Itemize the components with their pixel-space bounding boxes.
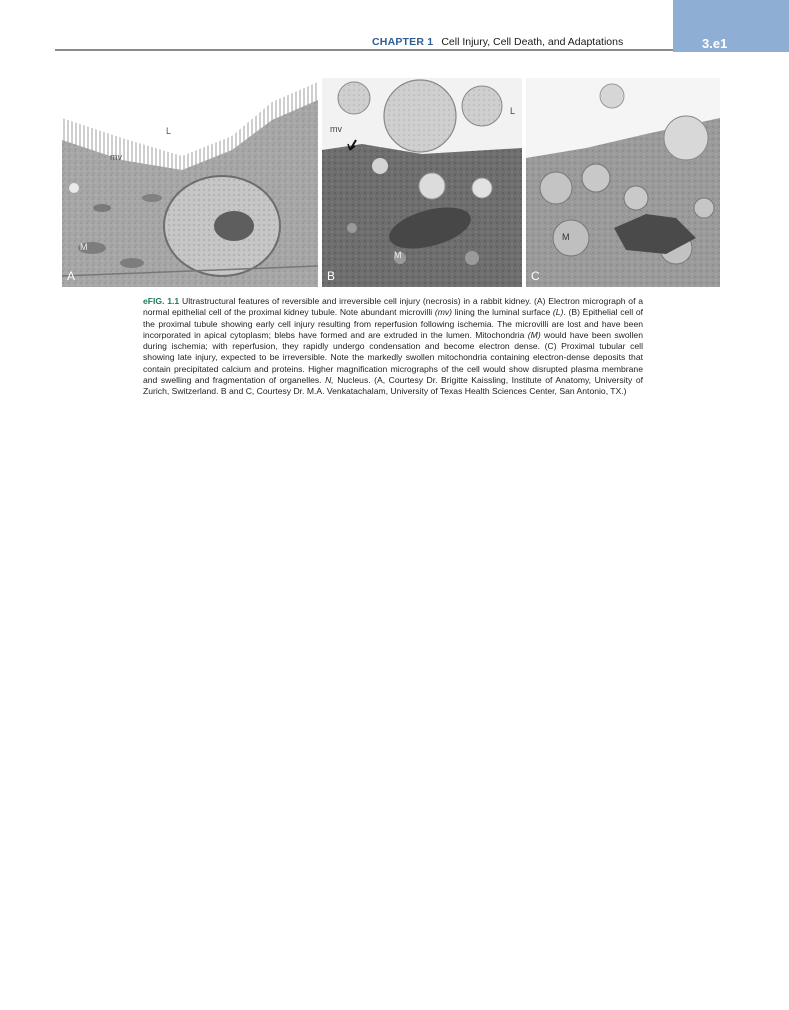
caption-term-l: (L) [552, 307, 564, 318]
page-number-tab [673, 0, 789, 52]
micrograph-panel-c [526, 78, 720, 287]
chapter-number: CHAPTER 1 [372, 36, 434, 48]
caption-text-5: Nucleus. (A, Courtesy Dr. Brigitte Kaissling, Institute of Anatomy, University of Zurich, Switzerland. B and C, Courtesy Dr. M.A. Venkatachalam, University of Texas Health Sciences Center, San Antonio, TX.) [143, 375, 643, 397]
label-microvilli-b: mv [330, 124, 342, 134]
running-header [372, 36, 623, 48]
panel-label-b: B [327, 269, 336, 283]
page-number: 3.e1 [702, 36, 728, 51]
label-mitochondria: M [80, 242, 88, 252]
micrograph-b-image [322, 78, 522, 287]
label-mitochondria-c: M [562, 232, 570, 242]
caption-term-m: (M) [527, 329, 541, 340]
chapter-title: Cell Injury, Cell Death, and Adaptations [441, 36, 624, 48]
micrograph-panel-a [62, 78, 318, 287]
micrograph-panel-b [322, 78, 522, 287]
figure-panels [62, 78, 720, 287]
label-microvilli: mv [110, 152, 122, 162]
caption-text-2: lining the luminal surface [452, 307, 553, 318]
caption-text-1: Ultrastructural features of reversible and irreversible cell injury (necrosis) in a rabbit kidney. (A) Electron micrograph of a normal epithelial cell of the proximal kidney tubule. Note abundant microvilli [143, 296, 644, 318]
caption-text-4: would have been swollen during ischemia; with reperfusion, they rapidly undergo condensation and become electron dense. (C) Proximal tubular cell showing late injury, expected to be irreversible. Note the markedly swollen mitochondria containing electron-dense deposits that contain precipitated calcium and proteins. Higher magnification micrographs of the cell would show disrupted plasma membrane and swelling and fragmentation of organelles. [143, 329, 643, 386]
figure-id: eFIG. 1.1 [143, 296, 180, 306]
header-rule [55, 49, 674, 51]
caption-text-3: . (B) Epithelial cell of the proximal tubule showing early cell injury resulting from reperfusion following ischemia. The microvilli are lost and have been incorporated in apical cytoplasm; blebs have formed and are extruded in the lumen. Mitochondria [143, 307, 643, 340]
panel-label-c: C [531, 269, 540, 283]
caption-term-n: N, [325, 375, 334, 386]
panel-label-a: A [67, 269, 76, 283]
label-lumen: L [166, 126, 172, 136]
micrograph-a-image [62, 78, 318, 287]
micrograph-c-image [526, 78, 720, 287]
label-lumen-b: L [510, 106, 516, 116]
caption-term-mv: (mv) [434, 307, 453, 318]
label-mitochondria-b: M [394, 250, 402, 260]
figure-caption [143, 296, 643, 398]
